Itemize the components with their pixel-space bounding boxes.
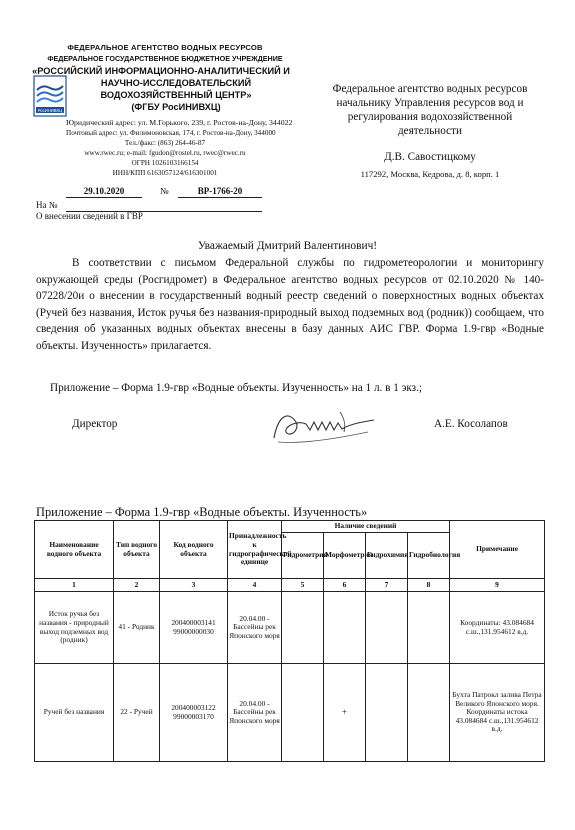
header-basin: Принадлежность к гидрографической единице (228, 521, 282, 579)
col-number: 1 (35, 579, 114, 592)
header-morphometry: Морфометрия (324, 533, 366, 579)
col-number: 6 (324, 579, 366, 592)
cell-code: 200400003122 99000003170 (160, 664, 228, 762)
letter-date: 29.10.2020 (66, 186, 142, 198)
cell-type: 41 - Родник (114, 592, 160, 664)
header-hydrobiology: Гидробиология (408, 533, 450, 579)
recipient-line4: деятельности (397, 125, 463, 137)
cell-hydrochemistry (366, 592, 408, 664)
signer-title: Директор (72, 418, 118, 430)
agency-type: ФЕДЕРАЛЬНОЕ ГОСУДАРСТВЕННОЕ БЮДЖЕТНОЕ УЧРЕЖДЕНИЕ (47, 54, 283, 63)
org-name-line4: (ФГБУ РосИНИВХЦ) (131, 102, 221, 112)
header-name: Наименование водного объекта (35, 521, 114, 579)
number-sign: № (160, 186, 169, 196)
cell-hydrochemistry (366, 664, 408, 762)
col-number: 5 (282, 579, 324, 592)
col-number: 2 (114, 579, 160, 592)
letter-body (36, 255, 544, 355)
recipient-line3: регулирования водохозяйственной (347, 111, 513, 123)
header-note: Примечание (450, 521, 545, 579)
signer-name: А.Е. Косолапов (434, 418, 508, 430)
attachment-line: Приложение – Форма 1.9-гвр «Водные объекты. Изученность» на 1 л. в 1 экз.; (50, 382, 422, 394)
letter-paragraph: В соответствии с письмом Федеральной службы по гидрометеорологии и мониторингу окружающей среды (Росгидромет) в Федеральное агентство водных ресурсов от 02.10.2020 № 140-07228/20и о внесении в государственный водный реестр сведений о поверхностных водных объектах (Ручей без названия, Исток ручья без названия-природный выход подземных вод (родник)) сообщаем, что сведения об указанных водных объектах внесены в базу данных АИС ГВР. Форма 1.9-гвр «Водные объекты. Изученность» прилагается. (36, 257, 544, 352)
cell-type: 22 - Ручей (114, 664, 160, 762)
letter-number: ВР-1766-20 (178, 186, 262, 198)
cell-name: Ручей без названия (35, 664, 114, 762)
header-availability: Наличие сведений (282, 521, 450, 533)
cell-basin: 20.04.00 - Бассейны рек Японского моря (228, 592, 282, 664)
legal-address: Юридический адрес: ул. М.Горького, 239, г. Ростов-на-Дону, 344022 (66, 118, 293, 127)
greeting: Уважаемый Дмитрий Валентинович! (197, 240, 378, 252)
recipient-line2: начальнику Управления ресурсов вод и (336, 97, 524, 109)
letter-subject: О внесении сведений в ГВР (36, 211, 143, 221)
org-name-line1: «РОССИЙСКИЙ ИНФОРМАЦИОННО-АНАЛИТИЧЕСКИЙ И (32, 66, 290, 76)
appendix-title: Приложение – Форма 1.9-гвр «Водные объекты. Изученность» (36, 505, 368, 519)
inn-kpp: ИНН/КПП 6163057124/616301001 (112, 169, 218, 177)
recipient-address: 117292, Москва, Кедрова, д. 8, корп. 1 (360, 169, 500, 179)
cell-hydrometry (282, 592, 324, 664)
agency-name: ФЕДЕРАЛЬНОЕ АГЕНТСТВО ВОДНЫХ РЕСУРСОВ (67, 43, 263, 52)
col-number: 4 (228, 579, 282, 592)
web-email: www.rwec.ru; e-mail: fgudon@rostel.ru, rwec@rwec.ru (84, 149, 246, 157)
col-number: 9 (450, 579, 545, 592)
recipient-line1: Федеральное агентство водных ресурсов (332, 83, 528, 95)
header-type: Тип водного объекта (114, 521, 160, 579)
cell-hydrometry (282, 664, 324, 762)
org-name-line2: НАУЧНО-ИССЛЕДОВАТЕЛЬСКИЙ (100, 78, 252, 88)
cell-note: Бухта Патрокл залива Петра Великого Японского моря. Координаты истока 43.084684 с.ш.,131.954612 в.д. (450, 664, 545, 762)
recipient-name: Д.В. Савостицкому (384, 151, 476, 163)
table-row (35, 592, 545, 664)
cell-basin: 20.04.00 - Бассейны рек Японского моря (228, 664, 282, 762)
cell-hydrobiology (408, 592, 450, 664)
organization-logo (33, 74, 67, 118)
postal-address: Почтовый адрес: ул. Филимоновская, 174, г. Ростов-на-Дону, 344000 (66, 129, 276, 137)
table-row (35, 664, 545, 762)
ogrn: ОГРН 1026103166154 (131, 159, 199, 167)
cell-morphometry (324, 592, 366, 664)
org-name-line3: ВОДОХОЗЯЙСТВЕННЫЙ ЦЕНТР» (100, 90, 252, 100)
header-code: Код водного объекта (160, 521, 228, 579)
cell-code: 200400003141 99000000030 (160, 592, 228, 664)
col-number: 8 (408, 579, 450, 592)
reference-label: На № (36, 200, 58, 210)
cell-morphometry: + (324, 664, 366, 762)
header-hydrometry: Гидрометрия (282, 533, 324, 579)
logo-text: РосИНИВХЦ (37, 107, 63, 113)
col-number: 7 (366, 579, 408, 592)
header-hydrochemistry: Гидрохимия (366, 533, 408, 579)
appendix-table (34, 520, 545, 762)
handwritten-signature (270, 402, 380, 452)
phone-fax: Тел./факс: (863) 264-46-87 (124, 139, 206, 147)
cell-name: Исток ручья без названия - природный выход подземных вод (родник) (35, 592, 114, 664)
cell-hydrobiology (408, 664, 450, 762)
col-number: 3 (160, 579, 228, 592)
cell-note: Координаты: 43.084684 с.ш.,131.954612 в.д. (450, 592, 545, 664)
